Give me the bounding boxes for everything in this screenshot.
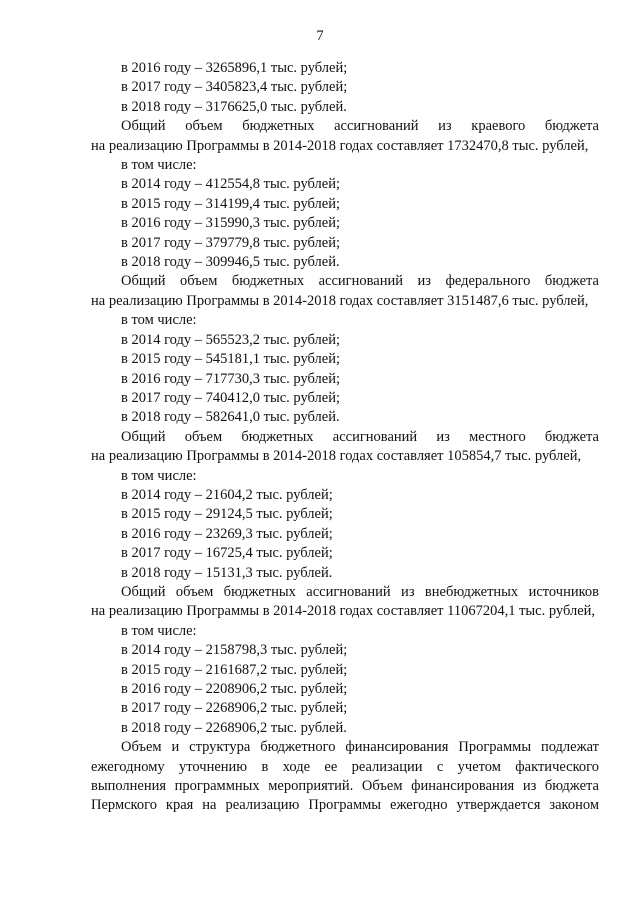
text-line: в 2016 году – 3265896,1 тыс. рублей; [121,60,348,76]
text-line: Объем и структура бюджетного финансирования Программы подлежат [121,739,599,756]
page-number: 7 [316,28,324,44]
text-line: Общий объем бюджетных ассигнований из федерального бюджета [121,273,599,290]
text-line: на реализацию Программы в 2014-2018 годах составляет 3151487,6 тыс. рублей, [91,292,589,309]
text-line: Пермского края на реализацию Программы ежегодно утверждается законом [91,797,599,814]
text-line: в 2015 году – 29124,5 тыс. рублей; [121,506,333,523]
text-line: в 2018 году – 582641,0 тыс. рублей. [121,409,340,426]
text-line: ежегодному уточнению в ходе ее реализации с учетом фактического [91,758,599,775]
text-line: на реализацию Программы в 2014-2018 годах составляет 1732470,8 тыс. рублей, [91,137,589,154]
text-line: в 2018 году – 15131,3 тыс. рублей. [121,564,333,581]
text-line: в 2014 году – 412554,8 тыс. рублей; [121,176,341,193]
text-line: выполнения программных мероприятий. Объем финансирования из бюджета [91,778,599,795]
text-line: в 2017 году – 2268906,2 тыс. рублей; [121,700,348,717]
text-line: в том числе: [121,467,197,484]
text-line: в 2016 году – 2208906,2 тыс. рублей; [121,681,348,697]
text-line: в 2014 году – 21604,2 тыс. рублей; [121,486,333,503]
text-line: в 2015 году – 2161687,2 тыс. рублей; [121,661,348,678]
text-line: в 2018 году – 3176625,0 тыс. рублей. [121,98,347,115]
text-line: на реализацию Программы в 2014-2018 годах составляет 105854,7 тыс. рублей, [91,448,582,465]
document-body [91,59,599,816]
text-line: в 2016 году – 717730,3 тыс. рублей; [121,370,341,387]
text-line: в том числе: [121,312,197,329]
text-line: в 2015 году – 545181,1 тыс. рублей; [121,351,341,368]
text-line: в 2014 году – 565523,2 тыс. рублей; [121,331,341,348]
text-line: в 2018 году – 2268906,2 тыс. рублей. [121,719,347,736]
text-line: в 2016 году – 23269,3 тыс. рублей; [121,525,333,542]
text-line: в 2018 году – 309946,5 тыс. рублей. [121,254,340,271]
text-line: в 2015 году – 314199,4 тыс. рублей; [121,195,341,212]
text-line: в 2016 году – 315990,3 тыс. рублей; [121,215,341,232]
text-line: в 2017 году – 740412,0 тыс. рублей; [121,389,341,406]
text-line: в 2017 году – 379779,8 тыс. рублей; [121,234,341,251]
text-line: Общий объем бюджетных ассигнований из местного бюджета [121,428,599,445]
text-line: в 2017 году – 3405823,4 тыс. рублей; [121,79,348,96]
text-line: в 2014 году – 2158798,3 тыс. рублей; [121,642,348,659]
text-line: на реализацию Программы в 2014-2018 годах составляет 11067204,1 тыс. рублей, [91,603,596,620]
text-line: Общий объем бюджетных ассигнований из внебюджетных источников [121,583,599,600]
text-line: Общий объем бюджетных ассигнований из краевого бюджета [121,118,599,135]
text-line: в том числе: [121,622,197,639]
text-line: в том числе: [121,157,197,174]
text-line: в 2017 году – 16725,4 тыс. рублей; [121,545,333,562]
